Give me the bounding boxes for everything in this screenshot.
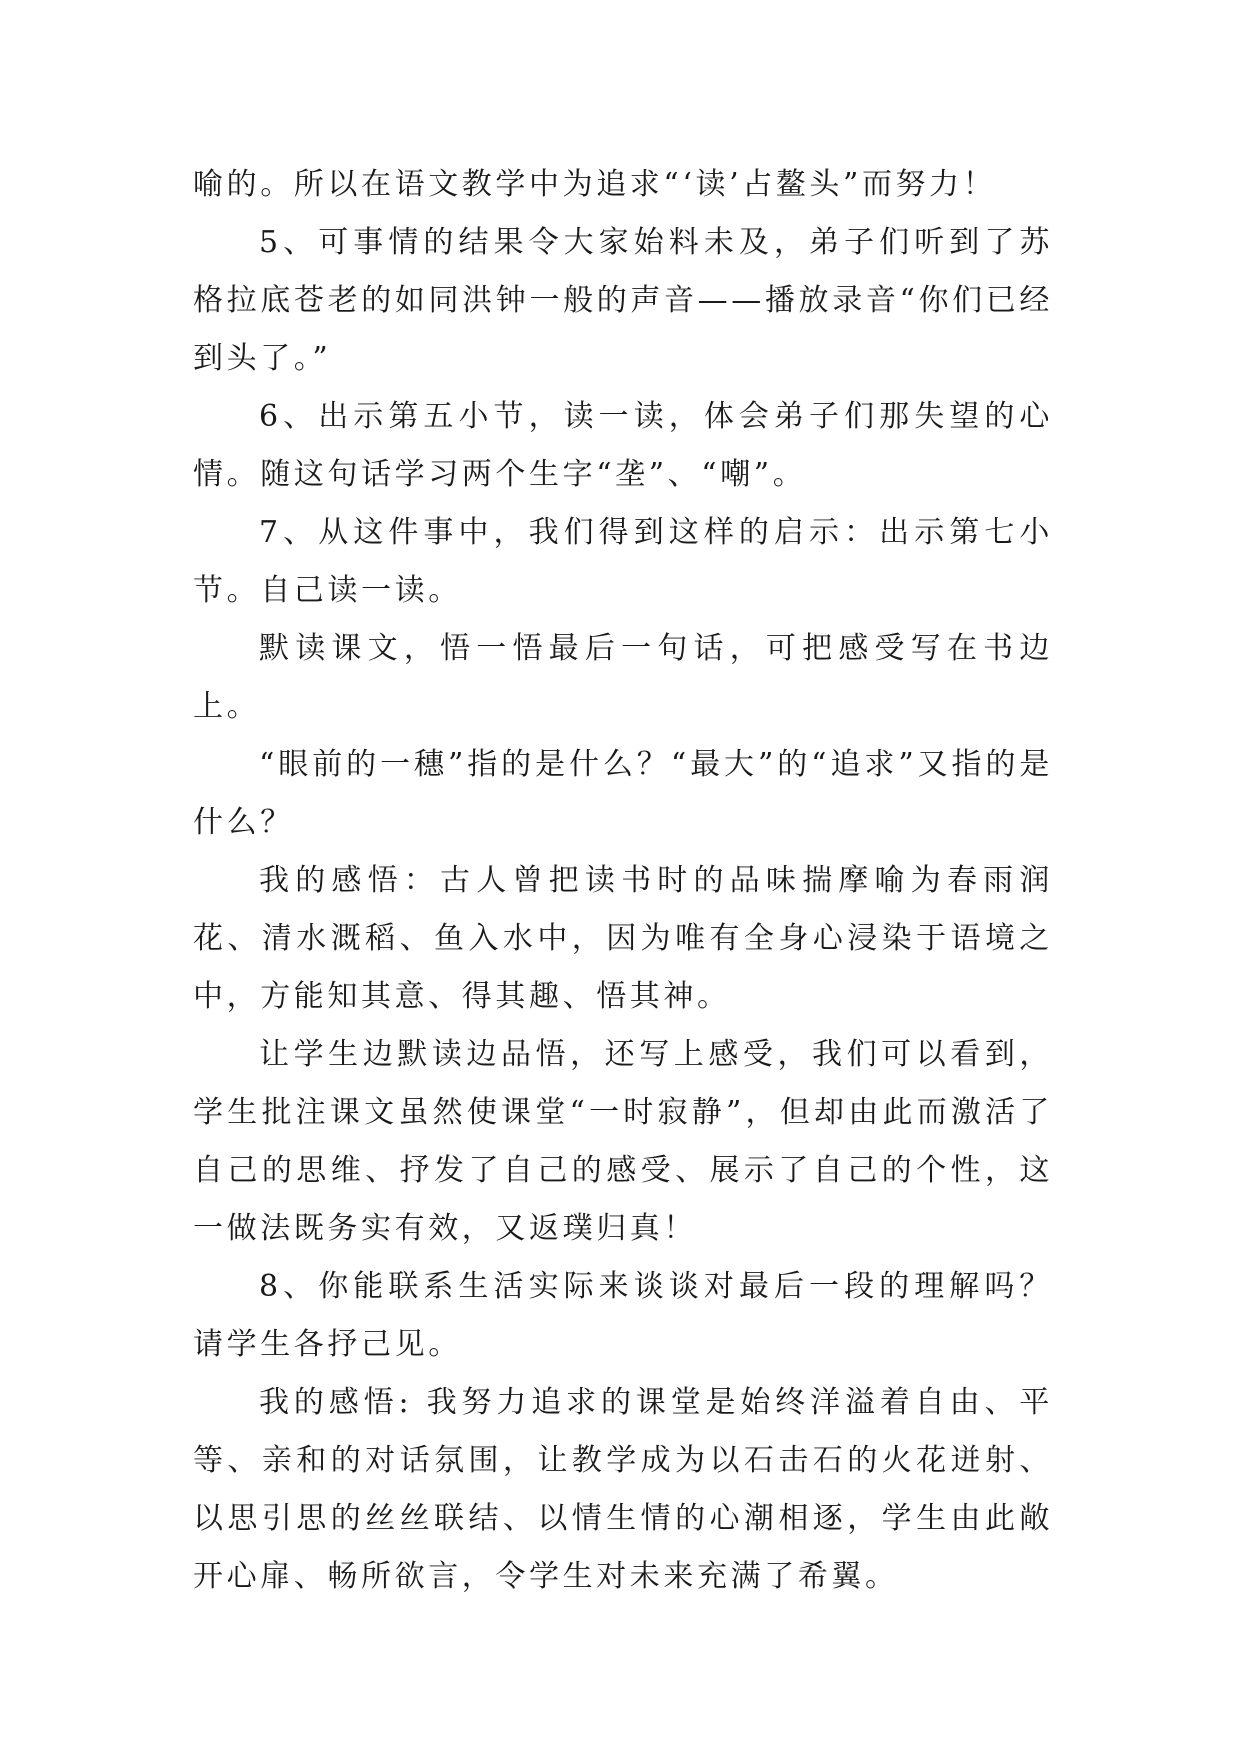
paragraph-2: 5、可事情的结果令大家始料未及，弟子们听到了苏格拉底苍老的如同洪钟一般的声音——播放录音“你们已经到头了。” bbox=[193, 225, 1053, 376]
document-body bbox=[193, 156, 1053, 1606]
paragraph-7: 我的感悟：古人曾把读书时的品味揣摩喻为春雨润花、清水溉稻、鱼入水中，因为唯有全身心浸染于语境之中，方能知其意、得其趣、悟其神。 bbox=[193, 863, 1053, 1014]
paragraph-5: 默读课文，悟一悟最后一句话，可把感受写在书边上。 bbox=[193, 631, 1053, 724]
paragraph-3: 6、出示第五小节，读一读，体会弟子们那失望的心情。随这句话学习两个生字“垄”、“嘲”。 bbox=[193, 399, 1053, 492]
paragraph-10: 我的感悟: 我努力追求的课堂是始终洋溢着自由、平等、亲和的对话氛围，让教学成为以石击石的火花迸射、以思引思的丝丝联结、以情生情的心潮相逐，学生由此敞开心扉、畅所欲言，令学生对未来充满了希翼。 bbox=[193, 1385, 1053, 1594]
paragraph-6: “眼前的一穗”指的是什么？“最大”的“追求”又指的是什么？ bbox=[193, 747, 1053, 840]
paragraph-1: 喻的。所以在语文教学中为追求“‘读’占鳌头”而努力！ bbox=[193, 167, 997, 202]
paragraph-8: 让学生边默读边品悟，还写上感受，我们可以看到，学生批注课文虽然使课堂“一时寂静”，但却由此而激活了自己的思维、抒发了自己的感受、展示了自己的个性，这一做法既务实有效，又返璞归真！ bbox=[193, 1037, 1053, 1246]
paragraph-4: 7、从这件事中，我们得到这样的启示：出示第七小节。自己读一读。 bbox=[193, 515, 1053, 608]
paragraph-9: 8、你能联系生活实际来谈谈对最后一段的理解吗？请学生各抒己见。 bbox=[193, 1269, 1053, 1362]
